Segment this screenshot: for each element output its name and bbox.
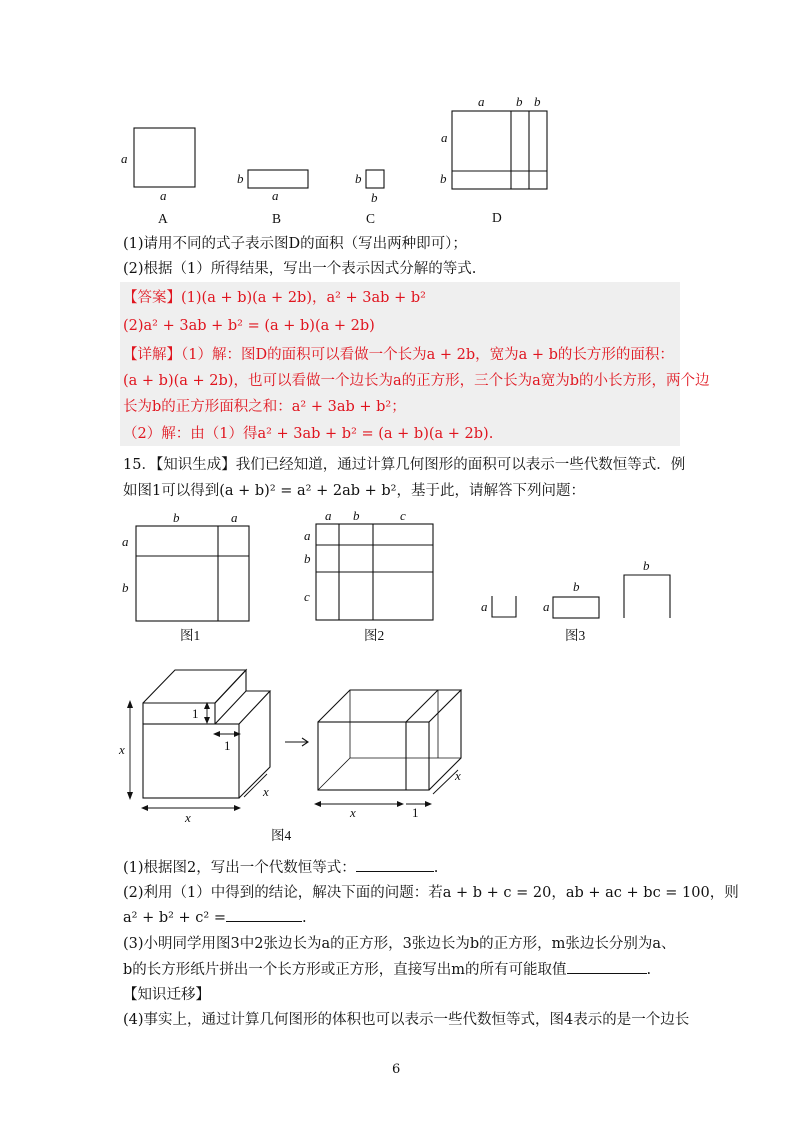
- fig-c-label-left: b: [355, 171, 362, 186]
- fig4-label-x-depth: x: [263, 784, 269, 799]
- q15-part2-b-text: a² + b² + c² =: [123, 910, 226, 926]
- fig-a-caption: A: [158, 211, 168, 226]
- fig-b-label-bottom: a: [272, 188, 279, 203]
- q15-part1: (1)根据图2，写出一个代数恒等式： .: [123, 857, 438, 878]
- detail-text-2: (a + b)(a + 2b)，也可以看做一个边长为a的正方形，三个长为a宽为b的小长方形，两个边: [123, 373, 710, 389]
- fig4-right-box: [318, 690, 461, 790]
- fig2-top-c: c: [400, 508, 406, 523]
- fig4-label-x-width: x: [185, 810, 191, 825]
- detail-label: 【详解】: [123, 347, 181, 363]
- q14-part1: (1)请用不同的式子表示图D的面积（写出两种即可）；: [123, 236, 467, 252]
- fig4-right-label-1: 1: [412, 805, 419, 820]
- fig-d-top-a: a: [478, 94, 485, 109]
- fig-b-label-left: b: [237, 171, 244, 186]
- q15-part3-b: b的长方形纸片拼出一个长方形或正方形，直接写出m的所有可能取值 .: [123, 959, 651, 980]
- answer-part1: (1)(a + b)(a + 2b)，a² + 3ab + b²: [181, 290, 426, 306]
- fig-a-square: [134, 128, 195, 187]
- fig1-top-a: a: [231, 510, 238, 525]
- q15-part3-b-text: b的长方形纸片拼出一个长方形或正方形，直接写出m的所有可能取值: [123, 962, 567, 978]
- detail-text-1: （1）解：图D的面积可以看做一个长为a + 2b，宽为a + b的长方形的面积：: [181, 347, 674, 363]
- fig4-label-1-height: 1: [192, 706, 199, 721]
- fig3-pieces: [492, 575, 670, 618]
- fig2-left-a: a: [304, 528, 311, 543]
- fig4-label-1-width: 1: [224, 738, 231, 753]
- answer-label: 【答案】: [123, 290, 181, 306]
- q15-intro-1: 15．【知识生成】我们已经知道，通过计算几何图形的面积可以表示一些代数恒等式．例: [123, 457, 686, 473]
- fig-a-label-bottom: a: [160, 188, 167, 203]
- fig3-label-b2: b: [643, 558, 650, 573]
- fig-d-rectangle: [452, 111, 547, 189]
- answer-blank-1[interactable]: [356, 857, 434, 872]
- knowledge-transfer-heading: 【知识迁移】: [123, 987, 210, 1003]
- answer-line-1: [123, 288, 426, 308]
- page-number: 6: [392, 1062, 401, 1077]
- fig2-caption: 图2: [364, 628, 385, 643]
- fig4-caption: 图4: [271, 828, 292, 843]
- fig3-label-a1: a: [481, 599, 488, 614]
- fig1-caption: 图1: [180, 628, 201, 643]
- fig2-left-c: c: [304, 589, 310, 604]
- answer-blank-3[interactable]: [567, 959, 647, 974]
- fig-d-caption: D: [492, 210, 502, 225]
- q15-part3-a: (3)小明同学用图3中2张边长为a的正方形，3张边长为b的正方形，m张边长分别为a、: [123, 936, 676, 952]
- fig2-grid: [316, 524, 433, 620]
- fig2-top-a: a: [325, 508, 332, 523]
- fig4-label-x-height: x: [119, 742, 125, 757]
- detail-text-4: （2）解：由（1）得a² + 3ab + b² = (a + b)(a + 2b).: [123, 426, 494, 442]
- fig4-left-solid: [143, 670, 270, 798]
- fig4-right-label-x-width: x: [350, 805, 356, 820]
- arrow-right: [285, 738, 308, 746]
- q15-part2-a: (2)利用（1）中得到的结论，解决下面的问题：若a + b + c = 20，ab + ac + bc = 100，则: [123, 885, 739, 901]
- fig1-left-a: a: [122, 534, 129, 549]
- detail-text-3: 长为b的正方形面积之和：a² + 3ab + b²；: [123, 399, 406, 415]
- fig-d-left-b: b: [440, 171, 447, 186]
- fig1-left-b: b: [122, 580, 129, 595]
- fig2-left-b: b: [304, 551, 311, 566]
- fig2-top-b: b: [353, 508, 360, 523]
- fig3-label-a2: a: [543, 599, 550, 614]
- fig1-top-b: b: [173, 510, 180, 525]
- fig-b-rectangle: [248, 170, 308, 188]
- fig3-label-b1: b: [573, 579, 580, 594]
- detail-line-1: [123, 345, 674, 365]
- q14-part2: (2)根据（1）所得结果，写出一个表示因式分解的等式.: [123, 261, 477, 277]
- fig3-caption: 图3: [565, 628, 586, 643]
- q15-intro-2: 如图1可以得到(a + b)² = a² + 2ab + b²，基于此，请解答下列问题：: [123, 483, 585, 499]
- fig4-right-label-x-depth: x: [455, 768, 461, 783]
- fig-d-top-b1: b: [516, 94, 523, 109]
- q15-part2-b: a² + b² + c² = .: [123, 907, 307, 928]
- fig-c-caption: C: [366, 211, 376, 226]
- fig-c-label-bottom: b: [371, 190, 378, 205]
- fig-c-square: [366, 170, 384, 188]
- fig1-square: [136, 526, 249, 621]
- answer-part2: (2)a² + 3ab + b² = (a + b)(a + 2b): [123, 318, 375, 334]
- answer-blank-2[interactable]: [226, 907, 302, 922]
- q15-part4: (4)事实上，通过计算几何图形的体积也可以表示一些代数恒等式，图4表示的是一个边长: [123, 1012, 690, 1028]
- fig-a-label-left: a: [121, 151, 128, 166]
- fig-d-top-b2: b: [534, 94, 541, 109]
- fig-d-left-a: a: [441, 130, 448, 145]
- fig-b-caption: B: [272, 211, 282, 226]
- q15-part1-text: (1)根据图2，写出一个代数恒等式：: [123, 860, 356, 876]
